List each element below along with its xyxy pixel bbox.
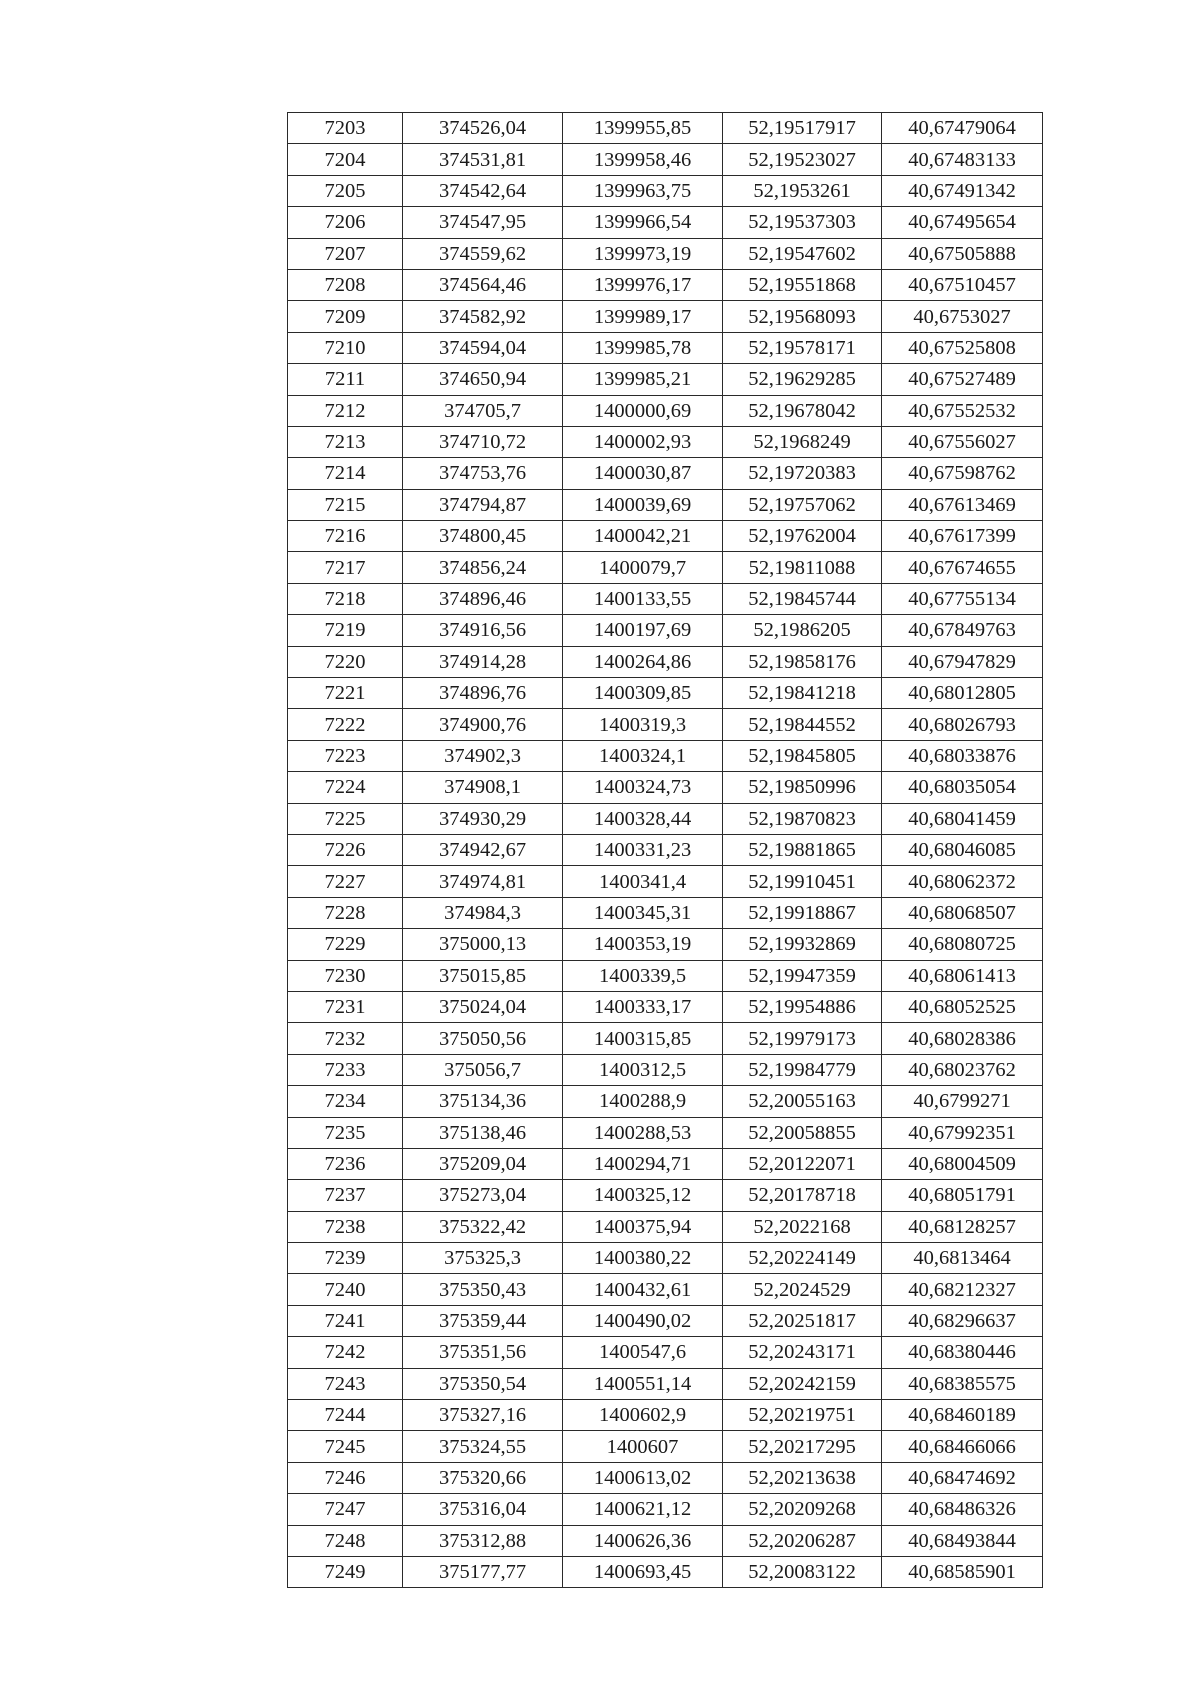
y-coordinate-cell: 1400324,73 xyxy=(563,772,723,803)
point-number-cell: 7246 xyxy=(288,1462,403,1493)
x-coordinate-cell: 375209,04 xyxy=(403,1148,563,1179)
y-coordinate-cell: 1400133,55 xyxy=(563,583,723,614)
y-coordinate-cell: 1400626,36 xyxy=(563,1525,723,1556)
latitude-cell: 52,19918867 xyxy=(723,897,882,928)
x-coordinate-cell: 374942,67 xyxy=(403,834,563,865)
y-coordinate-cell: 1400613,02 xyxy=(563,1462,723,1493)
table-row xyxy=(288,1368,1043,1399)
longitude-cell: 40,68052525 xyxy=(882,991,1043,1022)
point-number-cell: 7232 xyxy=(288,1023,403,1054)
x-coordinate-cell: 374896,76 xyxy=(403,678,563,709)
x-coordinate-cell: 374753,76 xyxy=(403,458,563,489)
latitude-cell: 52,19517917 xyxy=(723,113,882,144)
point-number-cell: 7220 xyxy=(288,646,403,677)
x-coordinate-cell: 374705,7 xyxy=(403,395,563,426)
latitude-cell: 52,19678042 xyxy=(723,395,882,426)
longitude-cell: 40,68585901 xyxy=(882,1556,1043,1587)
y-coordinate-cell: 1400353,19 xyxy=(563,929,723,960)
point-number-cell: 7214 xyxy=(288,458,403,489)
latitude-cell: 52,2024529 xyxy=(723,1274,882,1305)
latitude-cell: 52,20206287 xyxy=(723,1525,882,1556)
x-coordinate-cell: 375327,16 xyxy=(403,1400,563,1431)
x-coordinate-cell: 374547,95 xyxy=(403,207,563,238)
y-coordinate-cell: 1400547,6 xyxy=(563,1337,723,1368)
latitude-cell: 52,19841218 xyxy=(723,678,882,709)
point-number-cell: 7212 xyxy=(288,395,403,426)
x-coordinate-cell: 374800,45 xyxy=(403,521,563,552)
y-coordinate-cell: 1399985,21 xyxy=(563,364,723,395)
y-coordinate-cell: 1400030,87 xyxy=(563,458,723,489)
x-coordinate-cell: 374916,56 xyxy=(403,615,563,646)
latitude-cell: 52,19881865 xyxy=(723,834,882,865)
latitude-cell: 52,19537303 xyxy=(723,207,882,238)
point-number-cell: 7203 xyxy=(288,113,403,144)
latitude-cell: 52,19845744 xyxy=(723,583,882,614)
longitude-cell: 40,67495654 xyxy=(882,207,1043,238)
point-number-cell: 7209 xyxy=(288,301,403,332)
longitude-cell: 40,67556027 xyxy=(882,426,1043,457)
x-coordinate-cell: 374984,3 xyxy=(403,897,563,928)
latitude-cell: 52,19858176 xyxy=(723,646,882,677)
point-number-cell: 7226 xyxy=(288,834,403,865)
longitude-cell: 40,68474692 xyxy=(882,1462,1043,1493)
latitude-cell: 52,19954886 xyxy=(723,991,882,1022)
point-number-cell: 7224 xyxy=(288,772,403,803)
longitude-cell: 40,68385575 xyxy=(882,1368,1043,1399)
x-coordinate-cell: 375322,42 xyxy=(403,1211,563,1242)
table-row xyxy=(288,1525,1043,1556)
x-coordinate-cell: 374710,72 xyxy=(403,426,563,457)
y-coordinate-cell: 1400339,5 xyxy=(563,960,723,991)
table-row xyxy=(288,1211,1043,1242)
y-coordinate-cell: 1399958,46 xyxy=(563,144,723,175)
table-row xyxy=(288,646,1043,677)
x-coordinate-cell: 374650,94 xyxy=(403,364,563,395)
y-coordinate-cell: 1400197,69 xyxy=(563,615,723,646)
longitude-cell: 40,68062372 xyxy=(882,866,1043,897)
table-row xyxy=(288,1431,1043,1462)
x-coordinate-cell: 374902,3 xyxy=(403,740,563,771)
point-number-cell: 7208 xyxy=(288,269,403,300)
longitude-cell: 40,67479064 xyxy=(882,113,1043,144)
longitude-cell: 40,67755134 xyxy=(882,583,1043,614)
table-row xyxy=(288,364,1043,395)
latitude-cell: 52,20058855 xyxy=(723,1117,882,1148)
x-coordinate-cell: 374908,1 xyxy=(403,772,563,803)
point-number-cell: 7236 xyxy=(288,1148,403,1179)
x-coordinate-cell: 374594,04 xyxy=(403,332,563,363)
y-coordinate-cell: 1400341,4 xyxy=(563,866,723,897)
table-row xyxy=(288,1400,1043,1431)
y-coordinate-cell: 1399989,17 xyxy=(563,301,723,332)
table-row xyxy=(288,1180,1043,1211)
x-coordinate-cell: 374559,62 xyxy=(403,238,563,269)
longitude-cell: 40,68296637 xyxy=(882,1305,1043,1336)
y-coordinate-cell: 1400042,21 xyxy=(563,521,723,552)
table-row xyxy=(288,1023,1043,1054)
latitude-cell: 52,20055163 xyxy=(723,1086,882,1117)
longitude-cell: 40,68051791 xyxy=(882,1180,1043,1211)
point-number-cell: 7233 xyxy=(288,1054,403,1085)
latitude-cell: 52,20219751 xyxy=(723,1400,882,1431)
latitude-cell: 52,19984779 xyxy=(723,1054,882,1085)
longitude-cell: 40,68460189 xyxy=(882,1400,1043,1431)
point-number-cell: 7234 xyxy=(288,1086,403,1117)
longitude-cell: 40,68033876 xyxy=(882,740,1043,771)
table-row xyxy=(288,332,1043,363)
longitude-cell: 40,67505888 xyxy=(882,238,1043,269)
latitude-cell: 52,20243171 xyxy=(723,1337,882,1368)
longitude-cell: 40,67483133 xyxy=(882,144,1043,175)
table-row xyxy=(288,1494,1043,1525)
longitude-cell: 40,67527489 xyxy=(882,364,1043,395)
table-row xyxy=(288,269,1043,300)
x-coordinate-cell: 375273,04 xyxy=(403,1180,563,1211)
point-number-cell: 7229 xyxy=(288,929,403,960)
longitude-cell: 40,67617399 xyxy=(882,521,1043,552)
longitude-cell: 40,67525808 xyxy=(882,332,1043,363)
x-coordinate-cell: 375320,66 xyxy=(403,1462,563,1493)
y-coordinate-cell: 1400039,69 xyxy=(563,489,723,520)
latitude-cell: 52,1953261 xyxy=(723,175,882,206)
point-number-cell: 7211 xyxy=(288,364,403,395)
y-coordinate-cell: 1400288,9 xyxy=(563,1086,723,1117)
table-row xyxy=(288,772,1043,803)
point-number-cell: 7245 xyxy=(288,1431,403,1462)
x-coordinate-cell: 374564,46 xyxy=(403,269,563,300)
x-coordinate-cell: 374794,87 xyxy=(403,489,563,520)
latitude-cell: 52,19932869 xyxy=(723,929,882,960)
longitude-cell: 40,68023762 xyxy=(882,1054,1043,1085)
latitude-cell: 52,19947359 xyxy=(723,960,882,991)
longitude-cell: 40,67613469 xyxy=(882,489,1043,520)
longitude-cell: 40,68012805 xyxy=(882,678,1043,709)
point-number-cell: 7230 xyxy=(288,960,403,991)
x-coordinate-cell: 375350,43 xyxy=(403,1274,563,1305)
longitude-cell: 40,6753027 xyxy=(882,301,1043,332)
x-coordinate-cell: 374526,04 xyxy=(403,113,563,144)
point-number-cell: 7239 xyxy=(288,1243,403,1274)
table-row xyxy=(288,1148,1043,1179)
longitude-cell: 40,67510457 xyxy=(882,269,1043,300)
table-row xyxy=(288,113,1043,144)
point-number-cell: 7231 xyxy=(288,991,403,1022)
latitude-cell: 52,20242159 xyxy=(723,1368,882,1399)
longitude-cell: 40,68080725 xyxy=(882,929,1043,960)
x-coordinate-cell: 375351,56 xyxy=(403,1337,563,1368)
longitude-cell: 40,67947829 xyxy=(882,646,1043,677)
point-number-cell: 7221 xyxy=(288,678,403,709)
point-number-cell: 7218 xyxy=(288,583,403,614)
point-number-cell: 7206 xyxy=(288,207,403,238)
point-number-cell: 7215 xyxy=(288,489,403,520)
y-coordinate-cell: 1400621,12 xyxy=(563,1494,723,1525)
latitude-cell: 52,20224149 xyxy=(723,1243,882,1274)
point-number-cell: 7204 xyxy=(288,144,403,175)
x-coordinate-cell: 375056,7 xyxy=(403,1054,563,1085)
y-coordinate-cell: 1400607 xyxy=(563,1431,723,1462)
x-coordinate-cell: 375325,3 xyxy=(403,1243,563,1274)
latitude-cell: 52,1986205 xyxy=(723,615,882,646)
y-coordinate-cell: 1400490,02 xyxy=(563,1305,723,1336)
y-coordinate-cell: 1400375,94 xyxy=(563,1211,723,1242)
longitude-cell: 40,68028386 xyxy=(882,1023,1043,1054)
point-number-cell: 7249 xyxy=(288,1556,403,1587)
point-number-cell: 7213 xyxy=(288,426,403,457)
table-row xyxy=(288,1086,1043,1117)
x-coordinate-cell: 375324,55 xyxy=(403,1431,563,1462)
latitude-cell: 52,19762004 xyxy=(723,521,882,552)
longitude-cell: 40,68128257 xyxy=(882,1211,1043,1242)
table-row xyxy=(288,395,1043,426)
table-row xyxy=(288,929,1043,960)
table-row xyxy=(288,489,1043,520)
y-coordinate-cell: 1400551,14 xyxy=(563,1368,723,1399)
latitude-cell: 52,20213638 xyxy=(723,1462,882,1493)
table-row xyxy=(288,834,1043,865)
point-number-cell: 7210 xyxy=(288,332,403,363)
table-row xyxy=(288,897,1043,928)
latitude-cell: 52,19568093 xyxy=(723,301,882,332)
x-coordinate-cell: 374582,92 xyxy=(403,301,563,332)
point-number-cell: 7238 xyxy=(288,1211,403,1242)
y-coordinate-cell: 1400333,17 xyxy=(563,991,723,1022)
table-row xyxy=(288,678,1043,709)
longitude-cell: 40,68035054 xyxy=(882,772,1043,803)
x-coordinate-cell: 375316,04 xyxy=(403,1494,563,1525)
latitude-cell: 52,19910451 xyxy=(723,866,882,897)
longitude-cell: 40,6799271 xyxy=(882,1086,1043,1117)
table-row xyxy=(288,1337,1043,1368)
table-row xyxy=(288,709,1043,740)
table-row xyxy=(288,960,1043,991)
y-coordinate-cell: 1400079,7 xyxy=(563,552,723,583)
latitude-cell: 52,2022168 xyxy=(723,1211,882,1242)
x-coordinate-cell: 375024,04 xyxy=(403,991,563,1022)
table-row xyxy=(288,521,1043,552)
y-coordinate-cell: 1400328,44 xyxy=(563,803,723,834)
point-number-cell: 7242 xyxy=(288,1337,403,1368)
table-row xyxy=(288,866,1043,897)
latitude-cell: 52,19845805 xyxy=(723,740,882,771)
table-row xyxy=(288,1117,1043,1148)
table-row xyxy=(288,1274,1043,1305)
y-coordinate-cell: 1400331,23 xyxy=(563,834,723,865)
table-row xyxy=(288,144,1043,175)
longitude-cell: 40,68004509 xyxy=(882,1148,1043,1179)
x-coordinate-cell: 375177,77 xyxy=(403,1556,563,1587)
point-number-cell: 7222 xyxy=(288,709,403,740)
latitude-cell: 52,20217295 xyxy=(723,1431,882,1462)
table-row xyxy=(288,615,1043,646)
y-coordinate-cell: 1400432,61 xyxy=(563,1274,723,1305)
y-coordinate-cell: 1399985,78 xyxy=(563,332,723,363)
coordinates-table xyxy=(287,112,1043,1588)
table-row xyxy=(288,1556,1043,1587)
y-coordinate-cell: 1400309,85 xyxy=(563,678,723,709)
latitude-cell: 52,19578171 xyxy=(723,332,882,363)
y-coordinate-cell: 1399966,54 xyxy=(563,207,723,238)
table-row xyxy=(288,552,1043,583)
longitude-cell: 40,68493844 xyxy=(882,1525,1043,1556)
latitude-cell: 52,19850996 xyxy=(723,772,882,803)
latitude-cell: 52,19523027 xyxy=(723,144,882,175)
latitude-cell: 52,20251817 xyxy=(723,1305,882,1336)
x-coordinate-cell: 374930,29 xyxy=(403,803,563,834)
x-coordinate-cell: 374542,64 xyxy=(403,175,563,206)
table-row xyxy=(288,1054,1043,1085)
point-number-cell: 7244 xyxy=(288,1400,403,1431)
y-coordinate-cell: 1400380,22 xyxy=(563,1243,723,1274)
x-coordinate-cell: 374900,76 xyxy=(403,709,563,740)
y-coordinate-cell: 1400324,1 xyxy=(563,740,723,771)
longitude-cell: 40,67598762 xyxy=(882,458,1043,489)
table-row xyxy=(288,238,1043,269)
point-number-cell: 7235 xyxy=(288,1117,403,1148)
y-coordinate-cell: 1400315,85 xyxy=(563,1023,723,1054)
x-coordinate-cell: 375134,36 xyxy=(403,1086,563,1117)
latitude-cell: 52,19757062 xyxy=(723,489,882,520)
x-coordinate-cell: 375000,13 xyxy=(403,929,563,960)
x-coordinate-cell: 375350,54 xyxy=(403,1368,563,1399)
y-coordinate-cell: 1400602,9 xyxy=(563,1400,723,1431)
latitude-cell: 52,20083122 xyxy=(723,1556,882,1587)
point-number-cell: 7240 xyxy=(288,1274,403,1305)
table-row xyxy=(288,207,1043,238)
x-coordinate-cell: 375359,44 xyxy=(403,1305,563,1336)
latitude-cell: 52,19811088 xyxy=(723,552,882,583)
longitude-cell: 40,68041459 xyxy=(882,803,1043,834)
y-coordinate-cell: 1400000,69 xyxy=(563,395,723,426)
latitude-cell: 52,19979173 xyxy=(723,1023,882,1054)
table-row xyxy=(288,583,1043,614)
latitude-cell: 52,19844552 xyxy=(723,709,882,740)
point-number-cell: 7241 xyxy=(288,1305,403,1336)
table-row xyxy=(288,1462,1043,1493)
longitude-cell: 40,68212327 xyxy=(882,1274,1043,1305)
table-row xyxy=(288,1243,1043,1274)
table-row xyxy=(288,740,1043,771)
point-number-cell: 7217 xyxy=(288,552,403,583)
longitude-cell: 40,67992351 xyxy=(882,1117,1043,1148)
x-coordinate-cell: 374531,81 xyxy=(403,144,563,175)
point-number-cell: 7205 xyxy=(288,175,403,206)
longitude-cell: 40,67491342 xyxy=(882,175,1043,206)
point-number-cell: 7228 xyxy=(288,897,403,928)
point-number-cell: 7247 xyxy=(288,1494,403,1525)
y-coordinate-cell: 1400264,86 xyxy=(563,646,723,677)
y-coordinate-cell: 1400345,31 xyxy=(563,897,723,928)
table-row xyxy=(288,991,1043,1022)
y-coordinate-cell: 1400319,3 xyxy=(563,709,723,740)
y-coordinate-cell: 1400288,53 xyxy=(563,1117,723,1148)
table-row xyxy=(288,426,1043,457)
longitude-cell: 40,67849763 xyxy=(882,615,1043,646)
y-coordinate-cell: 1399976,17 xyxy=(563,269,723,300)
longitude-cell: 40,67674655 xyxy=(882,552,1043,583)
latitude-cell: 52,19629285 xyxy=(723,364,882,395)
y-coordinate-cell: 1400294,71 xyxy=(563,1148,723,1179)
longitude-cell: 40,68486326 xyxy=(882,1494,1043,1525)
point-number-cell: 7248 xyxy=(288,1525,403,1556)
y-coordinate-cell: 1399973,19 xyxy=(563,238,723,269)
x-coordinate-cell: 374914,28 xyxy=(403,646,563,677)
coordinates-table-body xyxy=(288,113,1043,1588)
point-number-cell: 7237 xyxy=(288,1180,403,1211)
latitude-cell: 52,19720383 xyxy=(723,458,882,489)
point-number-cell: 7227 xyxy=(288,866,403,897)
latitude-cell: 52,20178718 xyxy=(723,1180,882,1211)
y-coordinate-cell: 1400312,5 xyxy=(563,1054,723,1085)
point-number-cell: 7216 xyxy=(288,521,403,552)
table-row xyxy=(288,301,1043,332)
point-number-cell: 7219 xyxy=(288,615,403,646)
longitude-cell: 40,68046085 xyxy=(882,834,1043,865)
latitude-cell: 52,19551868 xyxy=(723,269,882,300)
x-coordinate-cell: 375015,85 xyxy=(403,960,563,991)
latitude-cell: 52,1968249 xyxy=(723,426,882,457)
point-number-cell: 7243 xyxy=(288,1368,403,1399)
y-coordinate-cell: 1399963,75 xyxy=(563,175,723,206)
longitude-cell: 40,67552532 xyxy=(882,395,1043,426)
point-number-cell: 7225 xyxy=(288,803,403,834)
table-row xyxy=(288,803,1043,834)
x-coordinate-cell: 375050,56 xyxy=(403,1023,563,1054)
y-coordinate-cell: 1400002,93 xyxy=(563,426,723,457)
point-number-cell: 7223 xyxy=(288,740,403,771)
x-coordinate-cell: 374856,24 xyxy=(403,552,563,583)
y-coordinate-cell: 1400325,12 xyxy=(563,1180,723,1211)
x-coordinate-cell: 375312,88 xyxy=(403,1525,563,1556)
longitude-cell: 40,68061413 xyxy=(882,960,1043,991)
latitude-cell: 52,20209268 xyxy=(723,1494,882,1525)
table-row xyxy=(288,1305,1043,1336)
longitude-cell: 40,68026793 xyxy=(882,709,1043,740)
x-coordinate-cell: 375138,46 xyxy=(403,1117,563,1148)
point-number-cell: 7207 xyxy=(288,238,403,269)
y-coordinate-cell: 1399955,85 xyxy=(563,113,723,144)
latitude-cell: 52,20122071 xyxy=(723,1148,882,1179)
y-coordinate-cell: 1400693,45 xyxy=(563,1556,723,1587)
table-row xyxy=(288,458,1043,489)
latitude-cell: 52,19870823 xyxy=(723,803,882,834)
x-coordinate-cell: 374974,81 xyxy=(403,866,563,897)
longitude-cell: 40,68380446 xyxy=(882,1337,1043,1368)
longitude-cell: 40,6813464 xyxy=(882,1243,1043,1274)
longitude-cell: 40,68068507 xyxy=(882,897,1043,928)
longitude-cell: 40,68466066 xyxy=(882,1431,1043,1462)
table-row xyxy=(288,175,1043,206)
latitude-cell: 52,19547602 xyxy=(723,238,882,269)
x-coordinate-cell: 374896,46 xyxy=(403,583,563,614)
